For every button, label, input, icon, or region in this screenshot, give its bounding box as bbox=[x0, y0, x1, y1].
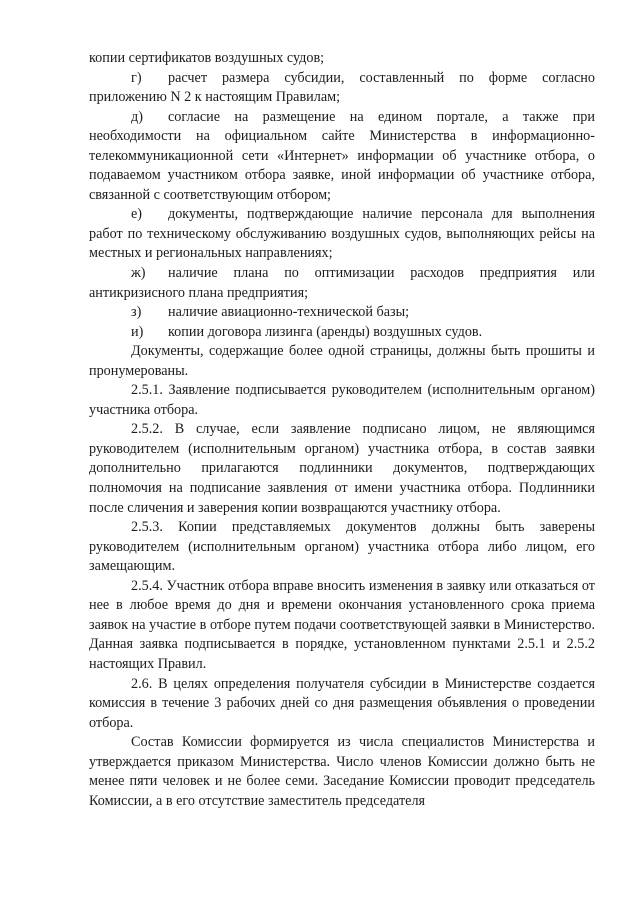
list-item-text: документы, подтверждающие наличие персонала для выполнения работ по техническому обслуживанию воздушных судов, выполняющих рейсы на местных и региональных направлениях; bbox=[89, 206, 595, 262]
paragraph: копии сертификатов воздушных судов; bbox=[89, 50, 325, 66]
list-item-z bbox=[89, 303, 595, 323]
clause-2-5-1: 2.5.1. Заявление подписывается руководителем (исполнительным органом) участника отбора. bbox=[89, 382, 595, 418]
list-marker: з) bbox=[131, 304, 142, 321]
list-item-text: расчет размера субсидии, составленный по форме согласно приложению N 2 к настоящим Правилам; bbox=[89, 69, 595, 106]
list-marker: и) bbox=[131, 323, 144, 340]
list-item-i bbox=[89, 323, 595, 343]
list-item-e bbox=[89, 205, 595, 264]
list-item-g bbox=[89, 69, 595, 108]
paragraph-documents-binding: Документы, содержащие более одной страницы, должны быть прошиты и пронумерованы. bbox=[89, 343, 595, 379]
list-item-text: копии договора лизинга (аренды) воздушных судов. bbox=[168, 323, 483, 340]
list-marker: д) bbox=[131, 108, 143, 125]
list-marker: е) bbox=[131, 206, 143, 223]
clause-2-5-4: 2.5.4. Участник отбора вправе вносить изменения в заявку или отказаться от нее в любое время до дня и времени окончания установленного срока приема заявок на участие в отборе путем подачи соответствующей заявки в Министерство. Данная заявка подписывается в порядке, установленном пунктами 2.5.1 и 2.5.2 настоящих Правил. bbox=[89, 577, 595, 672]
list-marker: ж) bbox=[131, 265, 146, 282]
list-item-text: согласие на размещение на едином портале, а также при необходимости на официальном сайте Министерства в информационно-телекоммуникационной сети «Интернет» информации об участнике отбора, о подаваемом участником отбора заявке, иной информации об участнике отбора, связанной с соответствующим отбором; bbox=[89, 108, 595, 203]
document-body bbox=[89, 49, 595, 811]
clause-2-5-2: 2.5.2. В случае, если заявление подписано лицом, не являющимся руководителем (исполнительным органом) участника отбора, в состав заявки дополнительно прилагаются подлинники документов, подтверждающих полномочия на подписание заявления от имени участника отбора. Подлинники после сличения и заверения копии возвращаются участнику отбора. bbox=[89, 421, 595, 516]
list-marker: г) bbox=[131, 69, 142, 86]
list-item-text: наличие авиационно-технической базы; bbox=[168, 304, 410, 321]
list-item-d bbox=[89, 108, 595, 206]
paragraph-commission-composition: Состав Комиссии формируется из числа специалистов Министерства и утверждается приказом Министерства. Число членов Комиссии должно быть не менее пяти человек и не более семи. Заседание Комиссии проводит председатель Комиссии, а в его отсутствие заместитель председателя bbox=[89, 734, 595, 809]
list-item-zh bbox=[89, 264, 595, 303]
clause-2-6: 2.6. В целях определения получателя субсидии в Министерстве создается комиссия в течение 3 рабочих дней со дня размещения объявления о проведении отбора. bbox=[89, 675, 595, 731]
list-item-text: наличие плана по оптимизации расходов предприятия или антикризисного плана предприятия; bbox=[89, 265, 595, 301]
clause-2-5-3: 2.5.3. Копии представляемых документов должны быть заверены руководителем (исполнительным органом) участника отбора либо лицом, его замещающим. bbox=[89, 519, 595, 575]
